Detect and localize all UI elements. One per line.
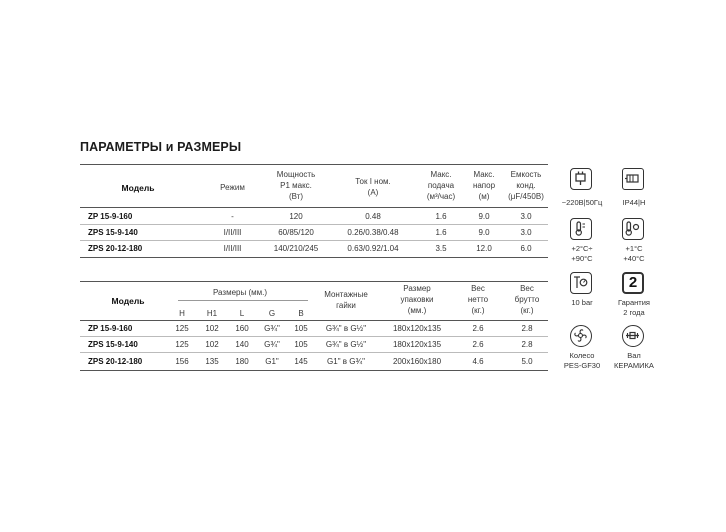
header-mode: Режим	[220, 183, 245, 192]
row1-pack: 180x120x135	[392, 324, 442, 333]
header-head-3: (м)	[478, 192, 490, 201]
row1-h: 125	[175, 324, 189, 333]
row3-h1: 135	[205, 357, 219, 366]
row2-power: 60/85/120	[278, 228, 314, 237]
header-power-3: (Вт)	[288, 192, 304, 201]
header-net-3: (кг.)	[471, 306, 485, 315]
warranty-label-1: Гарантия	[618, 298, 650, 307]
dimensions-underline	[178, 300, 308, 301]
header-rule	[80, 207, 548, 208]
row2-current: 0.26/0.38/0.48	[347, 228, 399, 237]
header-b: B	[298, 309, 304, 318]
header-power-1: Мощность	[276, 170, 316, 179]
row2-capacity: 3.0	[520, 228, 532, 237]
warranty-number-icon: 2	[622, 272, 644, 294]
row1-b: 105	[294, 324, 308, 333]
row3-capacity: 6.0	[520, 244, 532, 253]
header-net-2: нетто	[467, 295, 489, 304]
row1-gross: 2.8	[521, 324, 533, 333]
row3-flow: 3.5	[435, 244, 447, 253]
header-current-2: (A)	[367, 188, 379, 197]
thermometer-gear-icon	[622, 218, 644, 240]
row2-gross: 2.8	[521, 340, 533, 349]
header-power-2: P1 макс.	[280, 181, 312, 190]
row1-l: 160	[235, 324, 249, 333]
header-pack-1: Размер	[403, 284, 431, 293]
header-flow-3: (м³/час)	[426, 192, 456, 201]
header-pack-2: упаковки	[400, 295, 434, 304]
row3-l: 180	[235, 357, 249, 366]
header-capacity-1: Емкость	[510, 170, 542, 179]
row3-mode: I/II/III	[223, 244, 242, 253]
header-rule	[80, 320, 548, 321]
row1-power: 120	[289, 212, 303, 221]
water-temp-min: +2°C÷	[571, 244, 593, 253]
row2-mode: I/II/III	[223, 228, 242, 237]
header-gross-2: брутто	[514, 295, 540, 304]
row3-h: 156	[175, 357, 189, 366]
row3-g: G1"	[265, 357, 279, 366]
header-g: G	[268, 309, 276, 318]
impeller-label-1: Колесо	[569, 351, 595, 360]
row2-head: 9.0	[478, 228, 490, 237]
header-flow-2: подача	[427, 181, 455, 190]
thermometer-icon	[570, 218, 592, 240]
row3-head: 12.0	[476, 244, 492, 253]
row2-b: 105	[294, 340, 308, 349]
protection-label: IP44|H	[622, 198, 646, 207]
impeller-icon	[570, 325, 592, 347]
header-dimensions: Размеры (мм.)	[212, 288, 268, 297]
row2-nuts: G¾" в G½"	[325, 340, 367, 349]
table-bottom-rule	[80, 257, 548, 258]
row1-h1: 102	[205, 324, 219, 333]
ambient-temp-min: +1°C	[625, 244, 643, 253]
row3-nuts: G1" в G¾"	[327, 357, 365, 366]
pressure-gauge-icon	[570, 272, 592, 294]
power-supply-label: ~220В|50Гц	[561, 198, 603, 207]
plug-icon	[570, 168, 592, 190]
row-divider	[80, 352, 548, 353]
header-capacity-3: (μF/450В)	[508, 192, 544, 201]
row2-pack: 180x120x135	[392, 340, 442, 349]
row3-model: ZPS 20-12-180	[88, 357, 143, 366]
header-l: L	[239, 309, 245, 318]
header-gross-3: (кг.)	[520, 306, 534, 315]
table-top-rule	[80, 164, 548, 165]
row3-current: 0.63/0.92/1.04	[347, 244, 399, 253]
row-divider	[80, 336, 548, 337]
row1-mode: -	[231, 212, 234, 221]
row1-g: G¾"	[264, 324, 280, 333]
row3-gross: 5.0	[521, 357, 533, 366]
header-nuts-1: Монтажные	[324, 290, 368, 299]
row3-b: 145	[294, 357, 308, 366]
header-head-2: напор	[472, 181, 496, 190]
row-divider	[80, 240, 548, 241]
header-current-1: Ток I ном.	[355, 177, 391, 186]
row2-net: 2.6	[472, 340, 484, 349]
shaft-label-2: КЕРАМИКА	[614, 361, 654, 370]
ambient-temp-max: +40°C	[623, 254, 645, 263]
table-bottom-rule	[80, 370, 548, 371]
row2-h: 125	[175, 340, 189, 349]
table-top-rule	[80, 281, 548, 282]
header-h1: H1	[206, 309, 218, 318]
header-flow-1: Макс.	[430, 170, 452, 179]
row1-net: 2.6	[472, 324, 484, 333]
row1-capacity: 3.0	[520, 212, 532, 221]
motor-icon	[622, 168, 644, 190]
page-title: ПАРАМЕТРЫ и РАЗМЕРЫ	[80, 140, 242, 154]
row1-current: 0.48	[365, 212, 381, 221]
header-pack-3: (мм.)	[407, 306, 427, 315]
row2-g: G¾"	[264, 340, 280, 349]
row1-model: ZP 15-9-160	[88, 324, 133, 333]
header-h: H	[179, 309, 185, 318]
shaft-icon	[622, 325, 644, 347]
header-model: Модель	[111, 296, 145, 306]
header-nuts-2: гайки	[336, 301, 356, 310]
header-model: Модель	[121, 183, 155, 193]
warranty-label-2: 2 года	[623, 308, 645, 317]
row2-h1: 102	[205, 340, 219, 349]
row1-nuts: G¾" в G½"	[325, 324, 367, 333]
row1-flow: 1.6	[435, 212, 447, 221]
row1-head: 9.0	[478, 212, 490, 221]
row2-l: 140	[235, 340, 249, 349]
row2-model: ZPS 15-9-140	[88, 340, 138, 349]
pressure-label: 10 bar	[571, 298, 593, 307]
row-divider	[80, 224, 548, 225]
row2-model: ZPS 15-9-140	[88, 228, 138, 237]
shaft-label-1: Вал	[627, 351, 641, 360]
header-capacity-2: конд.	[516, 181, 536, 190]
water-temp-max: +90°C	[571, 254, 593, 263]
row1-model: ZP 15-9-160	[88, 212, 133, 221]
header-net-1: Вес	[471, 284, 485, 293]
row3-model: ZPS 20-12-180	[88, 244, 143, 253]
impeller-label-2: PES-GF30	[563, 361, 601, 370]
row2-flow: 1.6	[435, 228, 447, 237]
row3-pack: 200x160x180	[392, 357, 442, 366]
header-head-1: Макс.	[473, 170, 495, 179]
row3-net: 4.6	[472, 357, 484, 366]
header-gross-1: Вес	[520, 284, 534, 293]
row3-power: 140/210/245	[273, 244, 319, 253]
